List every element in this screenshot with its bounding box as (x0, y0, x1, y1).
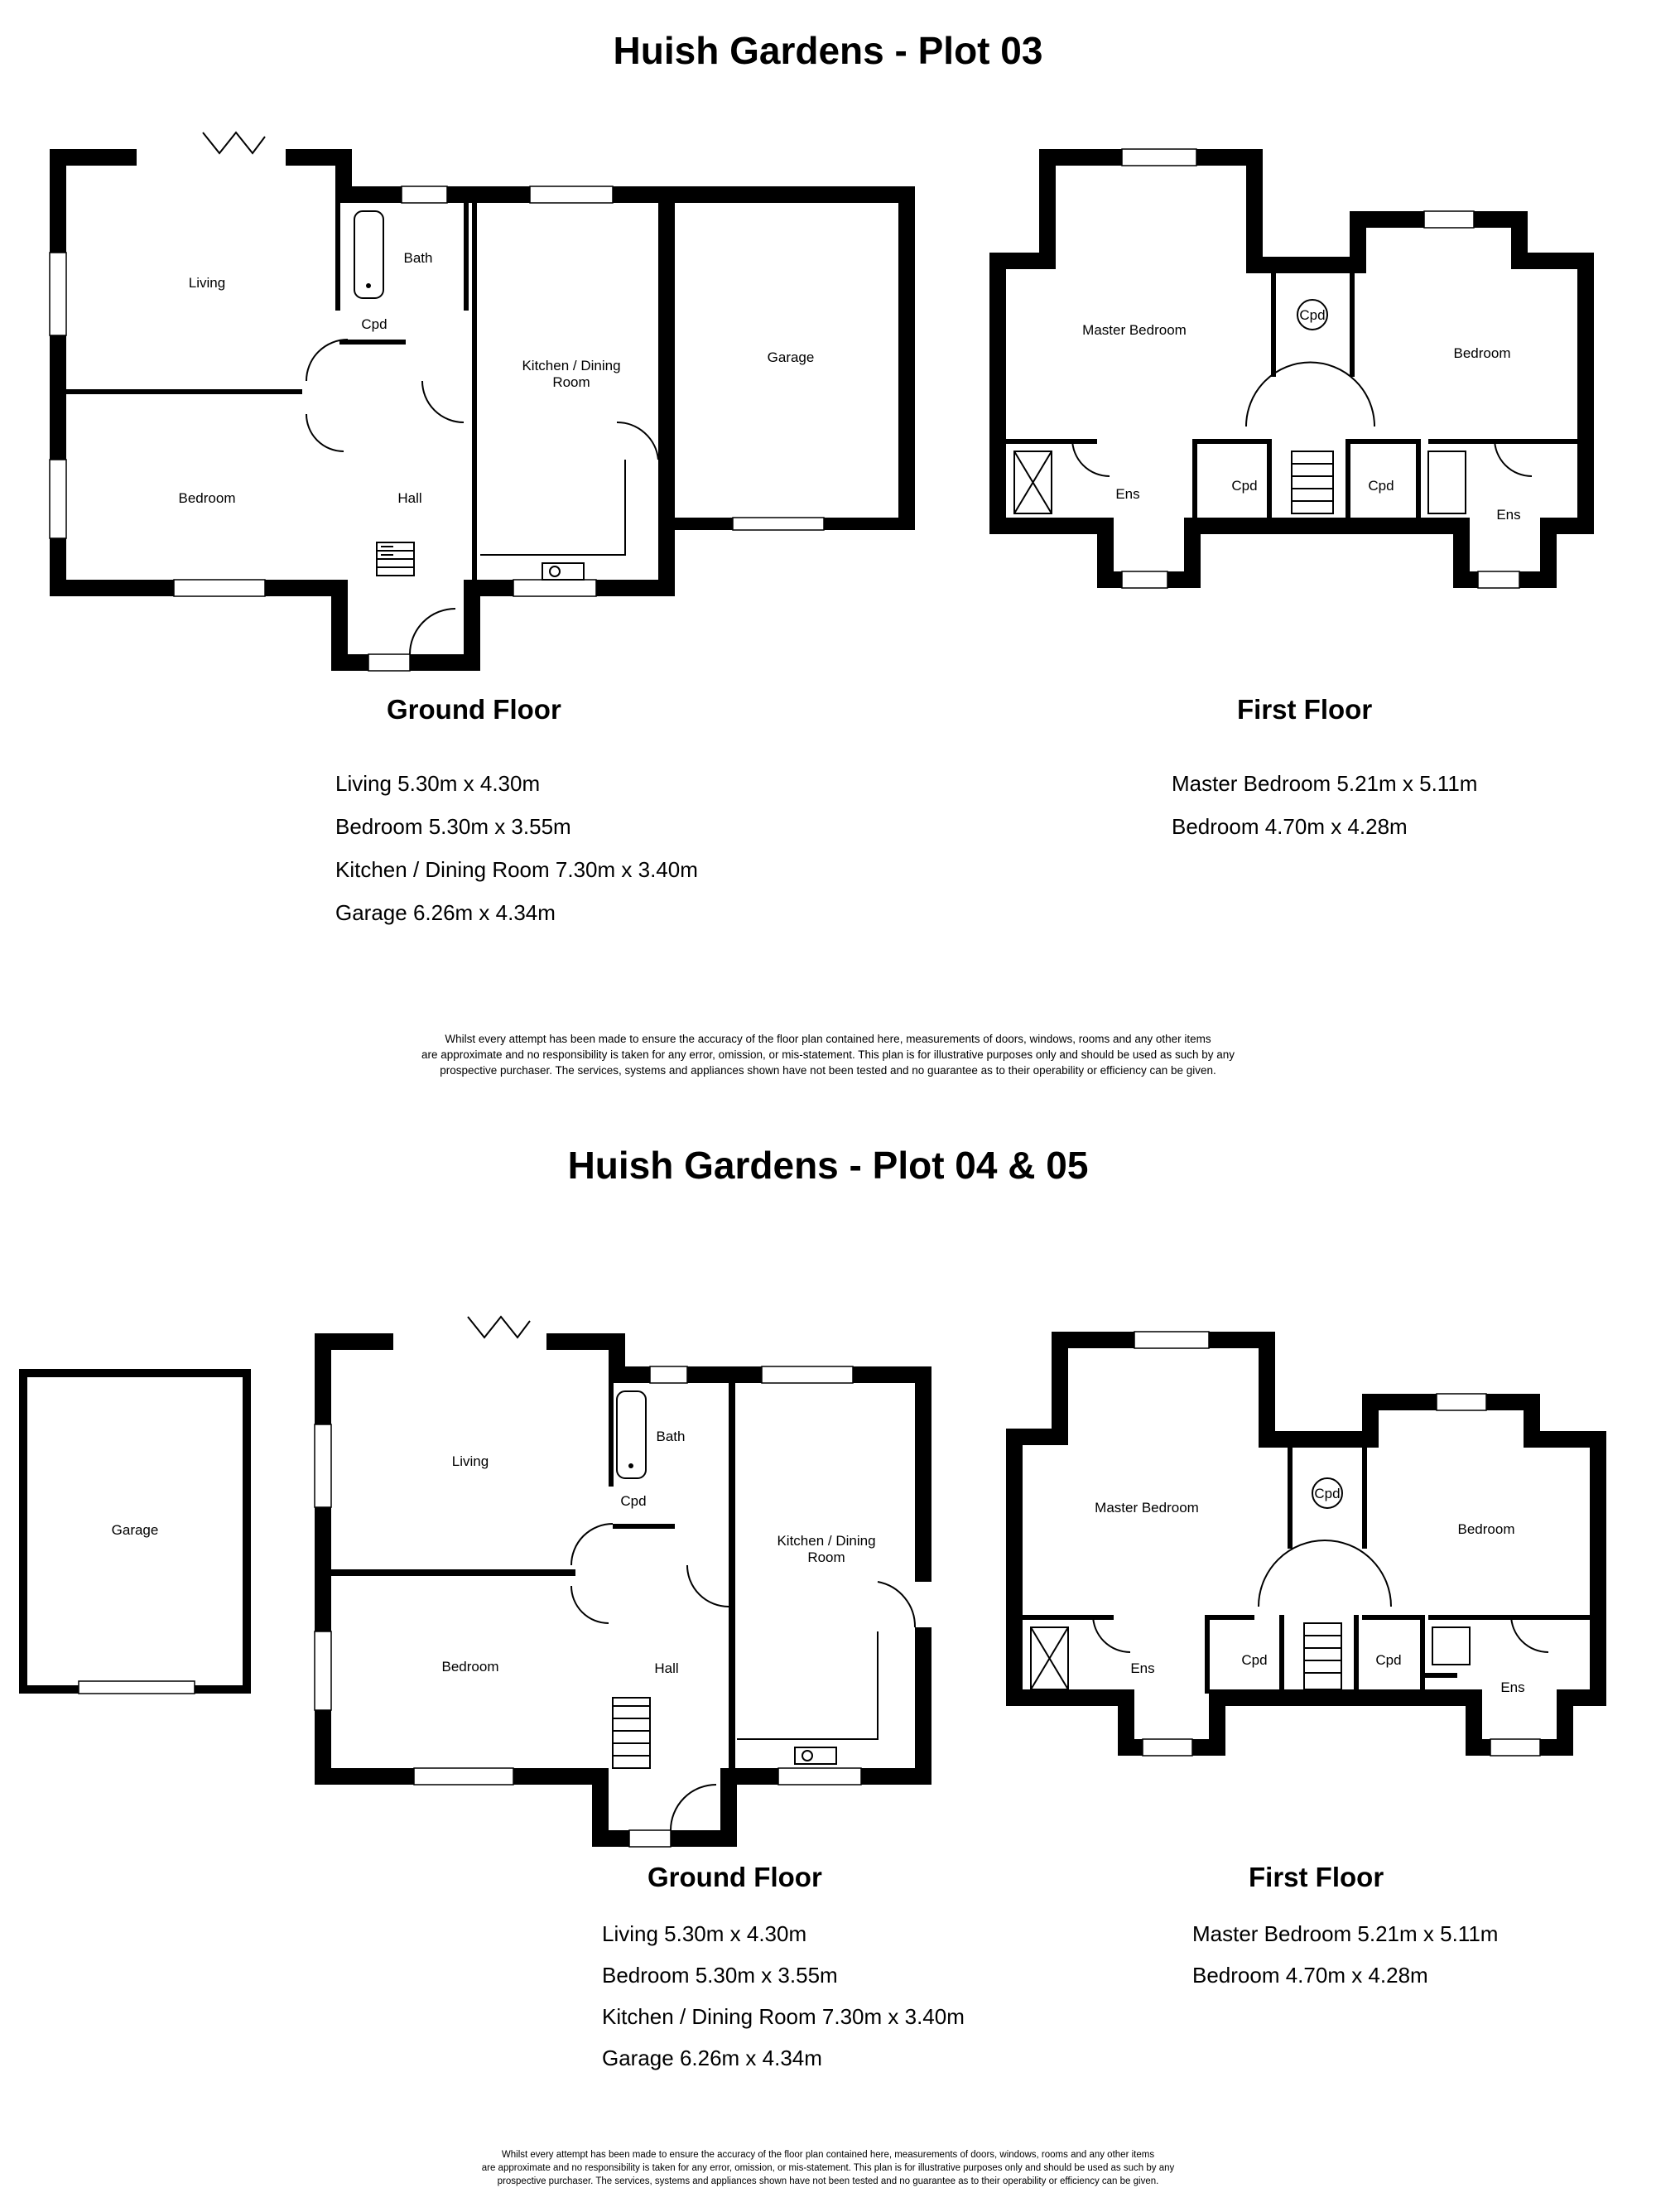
plot-04-05-disclaimer (331, 2148, 1325, 2188)
measurement-line: Garage 6.26m x 4.34m (602, 2046, 822, 2070)
plot-04-05-title: Huish Gardens - Plot 04 & 05 (567, 1144, 1089, 1187)
plot-04-05-first-floor-heading: First Floor (1249, 1862, 1384, 1892)
plot-04-05-first-measurements (1192, 1913, 1498, 1996)
room-hall: Hall (654, 1660, 679, 1676)
room-bedroom: Bedroom (1457, 1521, 1515, 1537)
room-hall: Hall (397, 490, 422, 506)
room-cpd-top: Cpd (1299, 307, 1326, 323)
measurement-line: Living 5.30m x 4.30m (602, 1921, 807, 1946)
measurement-line: Kitchen / Dining Room 7.30m x 3.40m (335, 857, 698, 882)
room-living: Living (451, 1453, 489, 1469)
plot-04-05-ground-measurements (602, 1913, 965, 2079)
measurement-line: Bedroom 5.30m x 3.55m (335, 814, 571, 839)
measurement-line: Kitchen / Dining Room 7.30m x 3.40m (602, 2004, 965, 2029)
room-garage: Garage (111, 1522, 159, 1538)
room-master-bedroom: Master Bedroom (1095, 1500, 1199, 1516)
room-ens-left: Ens (1115, 486, 1140, 502)
room-bath: Bath (656, 1429, 686, 1444)
measurement-line: Master Bedroom 5.21m x 5.11m (1172, 771, 1478, 796)
disclaimer-line: Whilst every attempt has been made to ensure the accuracy of the floor plan contained here, measurements of doors, windows, rooms and any other items (445, 1033, 1211, 1045)
measurement-line: Bedroom 4.70m x 4.28m (1192, 1963, 1428, 1988)
measurement-line: Garage 6.26m x 4.34m (335, 900, 556, 925)
room-bedroom: Bedroom (441, 1659, 499, 1675)
room-living: Living (188, 275, 226, 291)
room-ens-left: Ens (1130, 1660, 1155, 1676)
plot-03-ground-floor-heading: Ground Floor (387, 694, 561, 725)
room-cpd-top: Cpd (1314, 1486, 1341, 1501)
measurement-line: Bedroom 4.70m x 4.28m (1172, 814, 1408, 839)
room-ens-right: Ens (1496, 507, 1521, 523)
disclaimer-line: prospective purchaser. The services, systems and appliances shown have not been tested and no guarantee as to their operability or efficiency can be given. (497, 2176, 1159, 2186)
room-kitchen-line-2: Room (552, 374, 590, 390)
room-kitchen-line-2: Room (807, 1549, 845, 1565)
measurement-line: Master Bedroom 5.21m x 5.11m (1192, 1921, 1499, 1946)
measurement-line: Living 5.30m x 4.30m (335, 771, 541, 796)
room-bedroom: Bedroom (1453, 345, 1511, 361)
disclaimer-line: are approximate and no responsibility is taken for any error, omission, or mis-statement. This plan is for illustrative purposes only and should be used as such by any (481, 2163, 1175, 2173)
room-ens-right: Ens (1500, 1679, 1525, 1695)
room-kitchen-line-1: Kitchen / Dining (522, 358, 621, 373)
room-master-bedroom: Master Bedroom (1082, 322, 1187, 338)
plot-03-first-floor-heading: First Floor (1237, 694, 1373, 725)
disclaimer-line: Whilst every attempt has been made to ensure the accuracy of the floor plan contained here, measurements of doors, windows, rooms and any other items (501, 2150, 1155, 2160)
room-cpd-left: Cpd (1241, 1652, 1268, 1668)
room-cpd-right: Cpd (1368, 478, 1394, 494)
room-cpd-right: Cpd (1375, 1652, 1402, 1668)
room-bedroom: Bedroom (178, 490, 236, 506)
room-cpd-left: Cpd (1231, 478, 1258, 494)
disclaimer-line: are approximate and no responsibility is taken for any error, omission, or mis-statement. This plan is for illustrative purposes only and should be used as such by any (421, 1048, 1235, 1061)
measurement-line: Bedroom 5.30m x 3.55m (602, 1963, 838, 1988)
room-cpd: Cpd (361, 316, 388, 332)
room-bath: Bath (403, 250, 433, 266)
plot-03-title: Huish Gardens - Plot 03 (613, 29, 1043, 72)
disclaimer-line: prospective purchaser. The services, systems and appliances shown have not been tested and no guarantee as to their operability or efficiency can be given. (440, 1064, 1216, 1077)
room-cpd: Cpd (620, 1493, 647, 1509)
room-garage: Garage (767, 349, 815, 365)
room-kitchen-line-1: Kitchen / Dining (777, 1533, 876, 1549)
plot-04-05-ground-floor-heading: Ground Floor (647, 1862, 822, 1892)
